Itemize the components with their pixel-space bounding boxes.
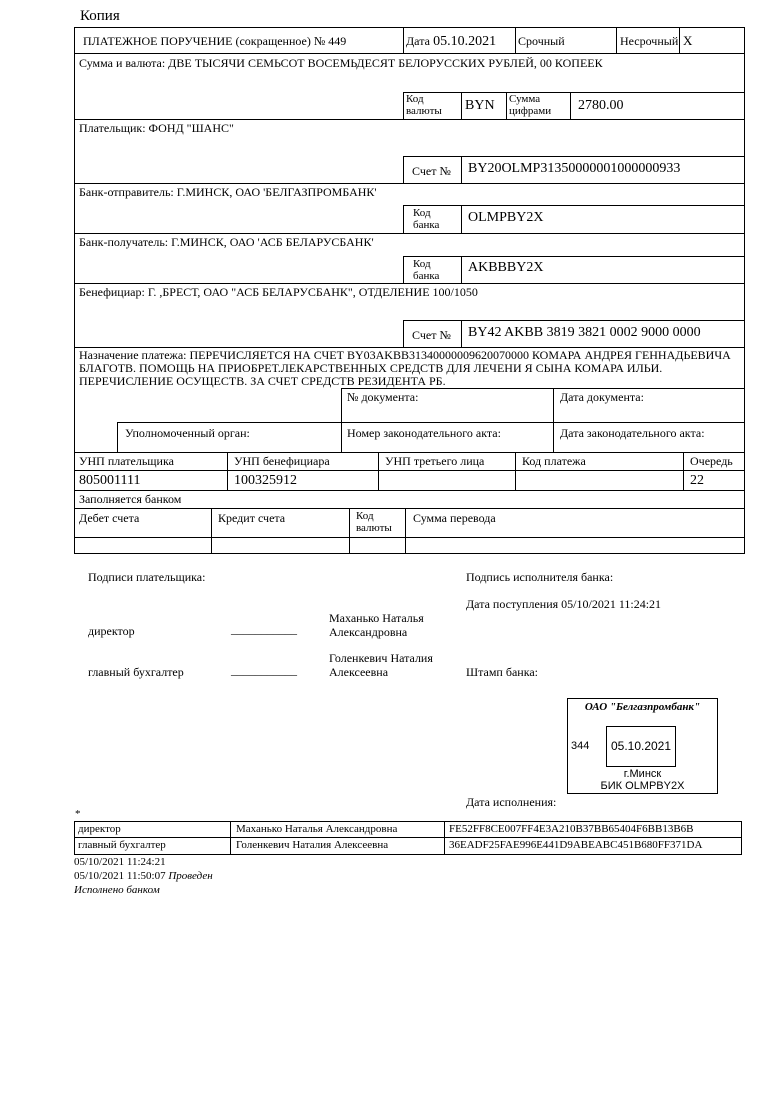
- receiver-bank-code: AKBBBY2X: [468, 260, 544, 275]
- payer-unp: 805001111: [79, 473, 141, 488]
- nonurgent-label: Несрочный: [620, 34, 679, 48]
- urgent-label: Срочный: [518, 34, 565, 48]
- director-name: Маханько Наталья Александровна: [329, 611, 424, 639]
- payment-code-label: Код платежа: [522, 454, 586, 468]
- footer-log: [74, 855, 213, 897]
- execution-date-label: Дата исполнения:: [466, 795, 557, 809]
- payer-signatures-label: Подписи плательщика:: [88, 570, 206, 584]
- date-value: 05.10.2021: [433, 34, 497, 49]
- amount-words: Сумма и валюта: ДВЕ ТЫСЯЧИ СЕМЬСОТ ВОСЕМЬДЕСЯТ БЕЛОРУССКИХ РУБЛЕЙ, 00 КОПЕЕК: [79, 56, 603, 70]
- receiver-bank-label: Банк-получатель: Г.МИНСК, ОАО 'АСБ БЕЛАРУСБАНК': [79, 235, 374, 249]
- beneficiary-unp: 100325912: [234, 473, 297, 488]
- sender-bank-label: Банк-отправитель: Г.МИНСК, ОАО 'БЕЛГАЗПРОМБАНК': [79, 185, 377, 199]
- footer-status: Проведен: [168, 870, 213, 882]
- receiver-bank-code-label: Код банка: [413, 258, 440, 282]
- authority-label: Уполномоченный орган:: [125, 426, 250, 440]
- e-signature-hash: FE52FF8CE007FF4E3A210B37BB65404F6BB13B6B: [449, 823, 694, 835]
- beneficiary-unp-label: УНП бенефициара: [234, 454, 330, 468]
- nonurgent-mark: X: [683, 33, 693, 48]
- director-role: директор: [88, 624, 135, 638]
- beneficiary-account-label: Счет №: [412, 328, 451, 342]
- payment-purpose: Назначение платежа: ПЕРЕЧИСЛЯЕТСЯ НА СЧЕТ BY03AKBB31340000009620070000 КОМАРА АНДРЕЯ ГЕННАДЬЕВИЧА БЛАГОТВ. ПОМОЩЬ НА ПРИОБРЕТ.ЛЕКАРСТВЕННЫХ СРЕДСТВ ДЛЯ ЛЕЧЕНИ Я СЫНА КОМАРА ИЛЬИ. ПЕРЕЧИСЛЕНИЕ ОСУЩЕСТВ. ЗА СЧЕТ СРЕДСТВ РЕЗИДЕНТА РБ.: [79, 348, 731, 388]
- accountant-role: главный бухгалтер: [88, 665, 184, 679]
- footer-line-3: Исполнено банком: [74, 884, 160, 896]
- third-party-unp-label: УНП третьего лица: [385, 454, 485, 468]
- e-signature-role: главный бухгалтер: [78, 839, 166, 851]
- date-label: Дата: [406, 34, 430, 48]
- payer-account: BY20OLMP31350000001000000933: [468, 161, 681, 176]
- footer-time: 05/10/2021 11:50:07: [74, 870, 166, 882]
- form-title: ПЛАТЕЖНОЕ ПОРУЧЕНИЕ (сокращенное) № 449: [83, 34, 347, 48]
- asterisk: *: [75, 808, 81, 820]
- footer-line-1: 05/10/2021 11:24:21: [74, 856, 166, 868]
- credit-label: Кредит счета: [218, 511, 286, 525]
- footer-line-2: [74, 869, 213, 883]
- act-number-label: Номер законодательного акта:: [347, 426, 501, 440]
- sum-digits-label: Сумма цифрами: [509, 93, 552, 117]
- transfer-sum-label: Сумма перевода: [413, 511, 496, 525]
- transfer-currency-label: Код валюты: [356, 510, 392, 534]
- payer-unp-label: УНП плательщика: [79, 454, 174, 468]
- e-signature-role: директор: [78, 823, 121, 835]
- doc-date-label: Дата документа:: [560, 390, 644, 404]
- stamp-label: Штамп банка:: [466, 665, 538, 679]
- debit-label: Дебет счета: [79, 511, 140, 525]
- accountant-name: Голенкевич Наталия Алексеевна: [329, 651, 433, 679]
- beneficiary-label: Бенефициар: Г. ,БРЕСТ, ОАО "АСБ БЕЛАРУСБАНК", ОТДЕЛЕНИЕ 100/1050: [79, 285, 478, 299]
- date-field: [406, 33, 496, 50]
- stamp-city: г.Минск: [623, 768, 662, 780]
- payer-account-label: Счет №: [412, 164, 451, 178]
- sender-bank-code: OLMPBY2X: [468, 210, 544, 225]
- act-date-label: Дата законодательного акта:: [560, 426, 705, 440]
- currency-code: BYN: [465, 98, 495, 113]
- bank-fill-label: Заполняется банком: [79, 492, 182, 506]
- bank-stamp: [567, 698, 718, 794]
- beneficiary-account: BY42 AKBB 3819 3821 0002 9000 0000: [468, 325, 701, 340]
- queue: 22: [690, 473, 704, 488]
- sender-bank-code-label: Код банка: [413, 207, 440, 231]
- stamp-date: 05.10.2021: [610, 739, 672, 753]
- stamp-date-box: [606, 726, 676, 767]
- stamp-bank-name: ОАО "Белгазпромбанк": [584, 701, 701, 713]
- bank-signature-label: Подпись исполнителя банка:: [466, 570, 614, 584]
- sum-digits: 2780.00: [578, 98, 624, 113]
- payer-label: Плательщик: ФОНД "ШАНС": [79, 121, 234, 135]
- received-date: Дата поступления 05/10/2021 11:24:21: [466, 597, 662, 611]
- e-signature-name: Голенкевич Наталия Алексеевна: [236, 839, 389, 851]
- queue-label: Очередь: [690, 454, 733, 468]
- stamp-number: 344: [571, 740, 590, 752]
- stamp-bik: БИК OLMPBY2X: [600, 780, 685, 792]
- doc-number-label: № документа:: [347, 390, 419, 404]
- e-signature-hash: 36EADF25FAE996E441D9ABEABC451B680FF371DA: [449, 839, 703, 851]
- currency-code-label: Код валюты: [406, 93, 442, 117]
- copy-label: Копия: [80, 8, 120, 24]
- accountant-signature-line: ___________: [231, 663, 297, 677]
- e-signature-name: Маханько Наталья Александровна: [236, 823, 398, 835]
- director-signature-line: ___________: [231, 622, 297, 636]
